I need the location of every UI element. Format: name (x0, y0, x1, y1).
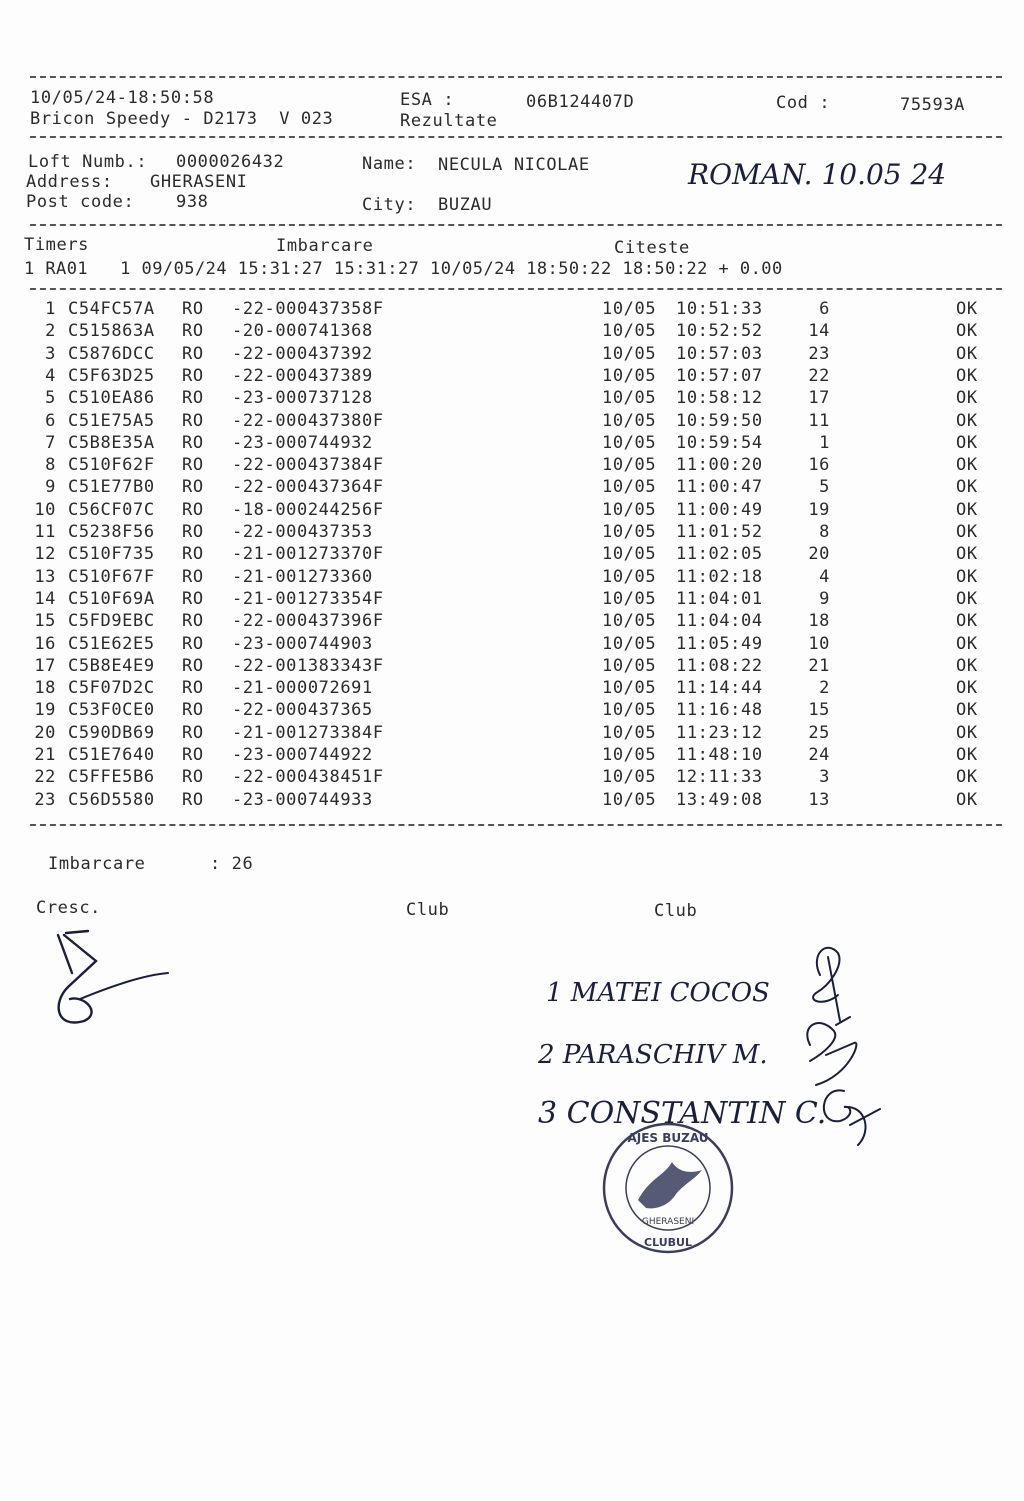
ring-number: -22-000437353 (232, 522, 373, 542)
position: 22 (808, 365, 830, 386)
ring-number: -21-001273354F (232, 588, 384, 609)
row-index: 2 (45, 321, 56, 342)
arrival-date: 10/05 (602, 655, 657, 676)
country-code: RO (182, 299, 204, 319)
rule-5 (30, 824, 1002, 826)
table-row (30, 610, 990, 632)
status: OK (956, 365, 978, 386)
country-code: RO (182, 566, 204, 587)
ring-id: C510EA86 (68, 388, 155, 409)
club-label-2: Club (654, 901, 698, 921)
status: OK (956, 633, 978, 654)
arrival-date: 10/05 (602, 365, 657, 386)
arrival-date: 10/05 (602, 588, 657, 609)
arrival-time: 11:00:49 (676, 499, 763, 520)
arrival-time: 11:23:12 (676, 722, 763, 743)
arrival-time: 11:02:05 (676, 544, 763, 565)
table-row (30, 320, 990, 342)
ring-id: C51E77B0 (68, 477, 155, 498)
ring-id: C51E62E5 (68, 633, 155, 654)
arrival-date: 10/05 (602, 566, 657, 587)
status: OK (956, 588, 978, 609)
country-code: RO (182, 655, 204, 676)
country-code: RO (182, 522, 204, 542)
ring-number: -22-001383343F (232, 655, 384, 676)
postcode-label: Post code: (26, 192, 135, 212)
arrival-time: 11:04:01 (676, 588, 763, 609)
ring-number: -23-000744933 (232, 789, 373, 810)
address-label: Address: (26, 172, 113, 192)
arrival-date: 10/05 (602, 678, 657, 699)
position: 23 (808, 343, 830, 364)
ring-number: -21-001273384F (232, 722, 384, 743)
arrival-date: 10/05 (602, 544, 657, 565)
club-stamp (598, 1118, 738, 1258)
table-row (30, 298, 990, 320)
name-value: NECULA NICOLAE (438, 155, 590, 175)
ring-number: -21-000072691 (232, 678, 373, 699)
arrival-time: 11:00:20 (676, 455, 763, 476)
arrival-date: 10/05 (602, 321, 657, 342)
table-row (30, 588, 990, 610)
loft-value: 0000026432 (176, 152, 285, 172)
svg-text:GHERASENI: GHERASENI (641, 1217, 695, 1227)
address-value: GHERASENI (150, 172, 248, 192)
row-index: 12 (34, 544, 56, 565)
arrival-time: 10:52:52 (676, 321, 763, 342)
row-index: 23 (34, 789, 56, 810)
imbarcare-count: : 26 (210, 854, 254, 874)
country-code: RO (182, 365, 204, 386)
row-index: 20 (34, 722, 56, 743)
row-index: 19 (34, 700, 56, 721)
position: 8 (819, 522, 830, 542)
postcode-value: 938 (176, 192, 209, 212)
row-index: 18 (34, 678, 56, 699)
table-row (30, 476, 990, 498)
arrival-time: 11:08:22 (676, 655, 763, 676)
ring-number: -22-000437380F (232, 410, 384, 431)
country-code: RO (182, 745, 204, 765)
row-index: 10 (34, 499, 56, 520)
ring-number: -22-000437364F (232, 477, 384, 498)
arrival-time: 10:57:07 (676, 365, 763, 386)
country-code: RO (182, 477, 204, 498)
table-row (30, 543, 990, 565)
ring-number: -22-000437392 (232, 343, 373, 364)
ring-id: C5B8E4E9 (68, 655, 155, 676)
position: 10 (808, 633, 830, 654)
position: 16 (808, 455, 830, 476)
name-label: Name: (362, 154, 417, 174)
ring-id: C5876DCC (68, 343, 155, 364)
breeder-signature (44, 925, 174, 1035)
report-title: Rezultate (400, 111, 498, 131)
row-index: 6 (45, 410, 56, 431)
position: 9 (819, 588, 830, 609)
country-code: RO (182, 544, 204, 565)
arrival-time: 10:51:33 (676, 299, 763, 319)
ring-id: C54FC57A (68, 299, 155, 319)
ring-number: -22-000437365 (232, 700, 373, 721)
row-index: 14 (34, 588, 56, 609)
table-row (30, 499, 990, 521)
country-code: RO (182, 767, 204, 788)
country-code: RO (182, 789, 204, 810)
status: OK (956, 678, 978, 699)
city-label: City: (362, 195, 417, 215)
country-code: RO (182, 499, 204, 520)
position: 2 (819, 678, 830, 699)
ring-number: -22-000437384F (232, 455, 384, 476)
status: OK (956, 321, 978, 342)
citeste-header: Citeste (614, 238, 690, 258)
country-code: RO (182, 678, 204, 699)
status: OK (956, 432, 978, 453)
status: OK (956, 767, 978, 788)
country-code: RO (182, 588, 204, 609)
arrival-date: 10/05 (602, 745, 657, 765)
country-code: RO (182, 343, 204, 364)
ring-id: C5B8E35A (68, 432, 155, 453)
ring-id: C53F0CE0 (68, 700, 155, 721)
timer-row: 1 RA01 1 09/05/24 15:31:27 15:31:27 10/05/24 18:50:22 18:50:22 + 0.00 (24, 259, 783, 279)
row-index: 13 (34, 566, 56, 587)
table-row (30, 766, 990, 788)
arrival-date: 10/05 (602, 722, 657, 743)
table-row (30, 699, 990, 721)
table-row (30, 633, 990, 655)
club-label-1: Club (406, 900, 450, 920)
row-index: 3 (45, 343, 56, 364)
arrival-date: 10/05 (602, 522, 657, 542)
ring-id: C515863A (68, 321, 155, 342)
ring-number: -23-000744922 (232, 745, 373, 765)
ring-id: C5FD9EBC (68, 611, 155, 632)
ring-number: -20-000741368 (232, 321, 373, 342)
city-value: BUZAU (438, 195, 493, 215)
ring-number: -22-000437396F (232, 611, 384, 632)
status: OK (956, 655, 978, 676)
row-index: 16 (34, 633, 56, 654)
status: OK (956, 611, 978, 632)
status: OK (956, 789, 978, 810)
country-code: RO (182, 722, 204, 743)
ring-id: C510F62F (68, 455, 155, 476)
arrival-time: 10:59:50 (676, 410, 763, 431)
position: 13 (808, 789, 830, 810)
position: 21 (808, 655, 830, 676)
table-row (30, 722, 990, 744)
witness-signatures (780, 935, 900, 1155)
ring-number: -23-000737128 (232, 388, 373, 409)
imbarcare-footer-label: Imbarcare (48, 854, 146, 874)
table-row (30, 365, 990, 387)
arrival-date: 10/05 (602, 499, 657, 520)
row-index: 8 (45, 455, 56, 476)
arrival-time: 10:59:54 (676, 432, 763, 453)
arrival-time: 11:00:47 (676, 477, 763, 498)
ring-id: C5238F56 (68, 522, 155, 542)
status: OK (956, 700, 978, 721)
status: OK (956, 410, 978, 431)
status: OK (956, 544, 978, 565)
arrival-time: 11:14:44 (676, 678, 763, 699)
table-row (30, 343, 990, 365)
status: OK (956, 388, 978, 409)
row-index: 4 (45, 365, 56, 386)
country-code: RO (182, 410, 204, 431)
arrival-time: 12:11:33 (676, 767, 763, 788)
handwritten-race-note: ROMAN. 10.05 24 (688, 158, 947, 191)
row-index: 17 (34, 655, 56, 676)
cod-label: Cod : (776, 93, 831, 113)
ring-number: -21-001273370F (232, 544, 384, 565)
witness-3: 3 CONSTANTIN C. (538, 1096, 827, 1131)
rule-2 (30, 136, 1002, 138)
arrival-time: 10:57:03 (676, 343, 763, 364)
arrival-date: 10/05 (602, 477, 657, 498)
position: 15 (808, 700, 830, 721)
status: OK (956, 499, 978, 520)
row-index: 11 (34, 522, 56, 542)
row-index: 21 (34, 745, 56, 765)
position: 20 (808, 544, 830, 565)
country-code: RO (182, 611, 204, 632)
status: OK (956, 745, 978, 765)
ring-id: C56CF07C (68, 499, 155, 520)
row-index: 1 (45, 299, 56, 319)
arrival-date: 10/05 (602, 789, 657, 810)
position: 5 (819, 477, 830, 498)
arrival-date: 10/05 (602, 299, 657, 319)
position: 1 (819, 432, 830, 453)
svg-text:CLUBUL: CLUBUL (644, 1236, 692, 1249)
status: OK (956, 566, 978, 587)
ring-id: C56D5580 (68, 789, 155, 810)
status: OK (956, 722, 978, 743)
row-index: 7 (45, 432, 56, 453)
table-row (30, 410, 990, 432)
position: 25 (808, 722, 830, 743)
table-row (30, 387, 990, 409)
arrival-date: 10/05 (602, 343, 657, 364)
arrival-time: 11:04:04 (676, 611, 763, 632)
ring-id: C510F67F (68, 566, 155, 587)
ring-id: C510F69A (68, 588, 155, 609)
arrival-time: 11:16:48 (676, 700, 763, 721)
arrival-date: 10/05 (602, 611, 657, 632)
table-row (30, 566, 990, 588)
row-index: 22 (34, 767, 56, 788)
arrival-date: 10/05 (602, 410, 657, 431)
arrival-date: 10/05 (602, 633, 657, 654)
country-code: RO (182, 432, 204, 453)
ring-id: C590DB69 (68, 722, 155, 743)
status: OK (956, 522, 978, 542)
cresc-label: Cresc. (36, 898, 102, 918)
loft-label: Loft Numb.: (28, 152, 148, 172)
timestamp: 10/05/24-18:50:58 (30, 88, 215, 108)
witness-2: 2 PARASCHIV M. (538, 1040, 768, 1070)
ring-id: C5FFE5B6 (68, 767, 155, 788)
position: 18 (808, 611, 830, 632)
ring-number: -22-000437358F (232, 299, 384, 319)
ring-id: C51E75A5 (68, 410, 155, 431)
timers-label: Timers (24, 235, 90, 255)
arrival-date: 10/05 (602, 767, 657, 788)
arrival-time: 10:58:12 (676, 388, 763, 409)
arrival-date: 10/05 (602, 388, 657, 409)
status: OK (956, 343, 978, 364)
position: 24 (808, 745, 830, 765)
imbarcare-header: Imbarcare (276, 236, 374, 256)
table-row (30, 432, 990, 454)
cod-value: 75593A (900, 95, 966, 115)
row-index: 5 (45, 388, 56, 409)
ring-id: C51E7640 (68, 745, 155, 765)
table-row (30, 677, 990, 699)
ring-id: C510F735 (68, 544, 155, 565)
country-code: RO (182, 388, 204, 409)
ring-number: -22-000437389 (232, 365, 373, 386)
status: OK (956, 477, 978, 498)
country-code: RO (182, 321, 204, 342)
table-row (30, 789, 990, 811)
table-row (30, 454, 990, 476)
rule-4 (30, 288, 1002, 290)
country-code: RO (182, 700, 204, 721)
table-row (30, 744, 990, 766)
position: 17 (808, 388, 830, 409)
row-index: 9 (45, 477, 56, 498)
ring-number: -18-000244256F (232, 499, 384, 520)
position: 19 (808, 499, 830, 520)
ring-number: -23-000744932 (232, 432, 373, 453)
top-rule (30, 76, 1002, 78)
position: 6 (819, 299, 830, 319)
esa-value: 06B124407D (526, 92, 635, 112)
arrival-date: 10/05 (602, 700, 657, 721)
ring-number: -21-001273360 (232, 566, 373, 587)
position: 14 (808, 321, 830, 342)
arrival-date: 10/05 (602, 432, 657, 453)
country-code: RO (182, 455, 204, 476)
table-row (30, 521, 990, 543)
ring-number: -22-000438451F (232, 767, 384, 788)
device-line: Bricon Speedy - D2173 V 023 (30, 109, 334, 129)
arrival-time: 11:01:52 (676, 522, 763, 542)
esa-label: ESA : (400, 90, 455, 110)
status: OK (956, 455, 978, 476)
status: OK (956, 299, 978, 319)
witness-1: 1 MATEI COCOS (546, 978, 770, 1008)
stamp-lettering: AJES BUZAU (627, 1131, 709, 1145)
arrival-time: 13:49:08 (676, 789, 763, 810)
ring-id: C5F07D2C (68, 678, 155, 699)
position: 4 (819, 566, 830, 587)
position: 11 (808, 410, 830, 431)
position: 3 (819, 767, 830, 788)
rule-3 (30, 224, 1002, 226)
arrival-time: 11:02:18 (676, 566, 763, 587)
arrival-time: 11:05:49 (676, 633, 763, 654)
arrival-date: 10/05 (602, 455, 657, 476)
ring-id: C5F63D25 (68, 365, 155, 386)
row-index: 15 (34, 611, 56, 632)
ring-number: -23-000744903 (232, 633, 373, 654)
table-row (30, 655, 990, 677)
arrival-time: 11:48:10 (676, 745, 763, 765)
country-code: RO (182, 633, 204, 654)
